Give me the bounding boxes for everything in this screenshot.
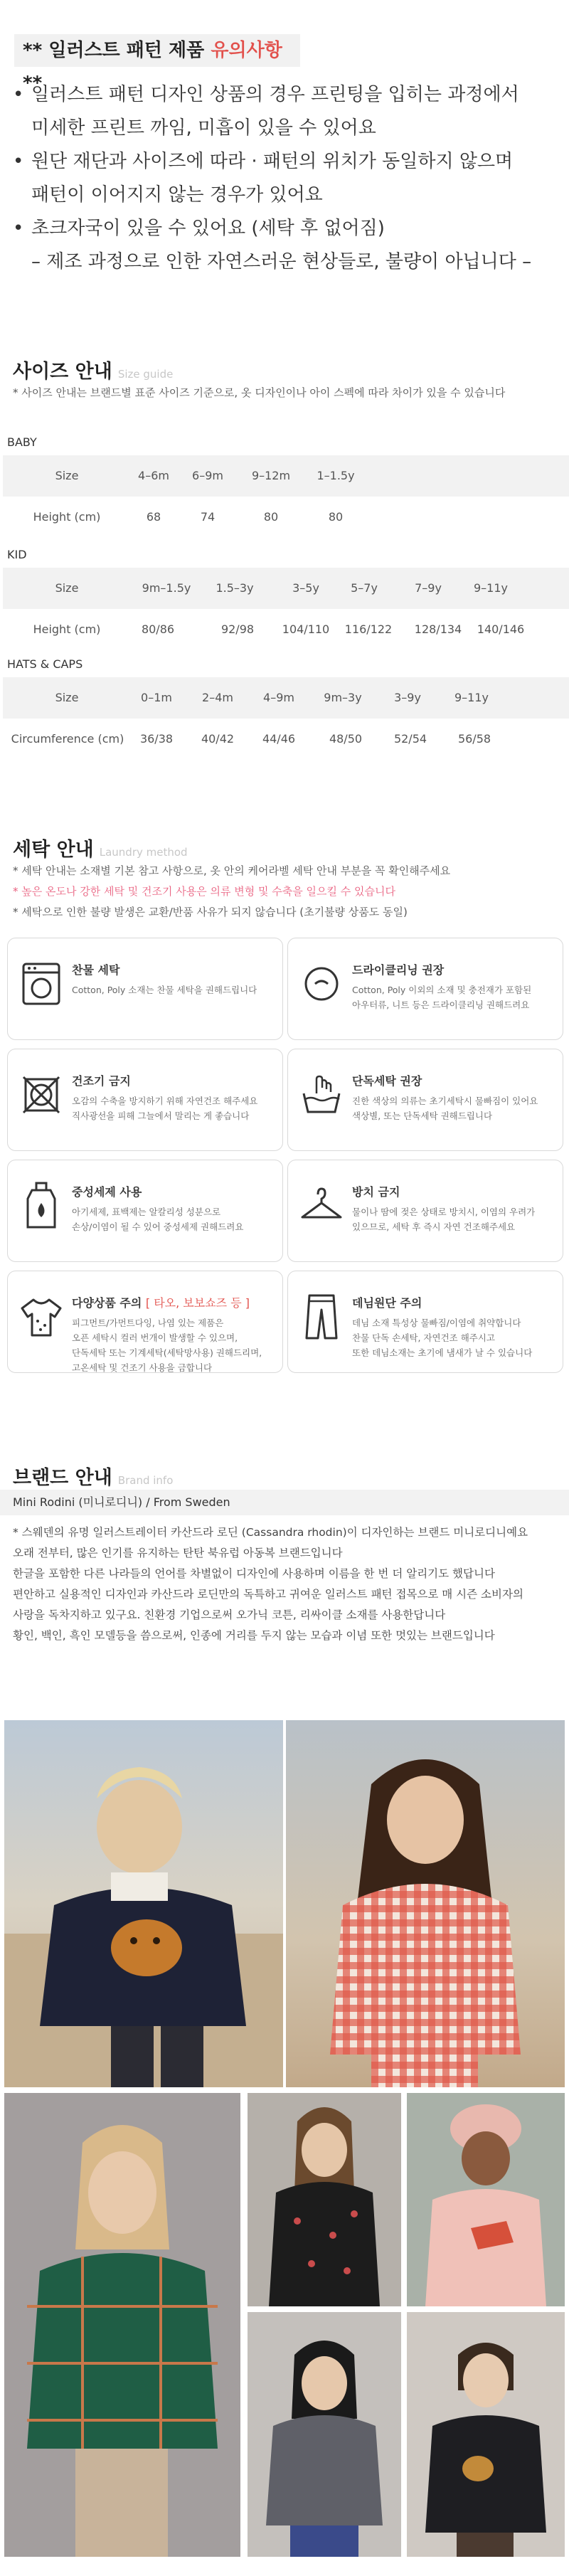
size-table-value-row	[3, 719, 569, 760]
card-title: 찬물 세탁	[72, 963, 120, 977]
card-title	[72, 1294, 250, 1310]
card-desc-line: 오픈 세탁시 컬러 번개이 발생할 수 있으며,	[72, 1332, 238, 1343]
washing-machine-icon	[19, 958, 63, 1009]
card-desc-line: 고온세탁 및 건조기 사용을 금합니다	[72, 1362, 213, 1373]
size-category-kid: KID	[7, 548, 27, 561]
size-cell: 9m–3y	[324, 691, 362, 704]
notice-item	[13, 145, 553, 179]
notice-line: 초크자국이 있을 수 있어요 (세탁 후 없어짐)	[31, 218, 385, 239]
size-category-hats: HATS & CAPS	[7, 657, 83, 671]
notice-item	[13, 78, 553, 112]
size-table-header-row	[3, 455, 569, 497]
laundry-title	[13, 834, 188, 862]
brand-line: * 스웨덴의 유명 일러스트레이터 카산드라 로딘 (Cassandra rhodin)이 디자인하는 브랜드 미니로디니예요	[13, 1526, 528, 1539]
notice-line: 원단 재단과 사이즈에 따라 · 패턴의 위치가 동일하지 않으며	[31, 151, 514, 172]
size-table-kid	[3, 568, 569, 650]
card-desc-line: 피그먼트/가먼트다잉, 나염 있는 제품은	[72, 1318, 224, 1328]
notice-line: – 제조 과정으로 인한 자연스러운 현상들로, 불량이 아닙니다 –	[31, 251, 532, 272]
card-desc-line: 있으므로, 세탁 후 즉시 자연 건조해주세요	[352, 1221, 516, 1232]
card-desc-line: 진한 색상의 의류는 초기세탁시 물빠짐이 있어요	[352, 1096, 538, 1106]
laundry-card-neutral-detergent	[7, 1160, 283, 1262]
size-cell: 9–12m	[251, 469, 291, 482]
card-desc	[72, 982, 277, 997]
card-desc	[72, 1315, 277, 1375]
laundry-note: * 세탁 안내는 소재별 기본 참고 사항으로, 옷 안의 케어라벨 세탁 안내 부분을 꼭 확인해주세요	[13, 864, 451, 877]
model-photo-image	[4, 2093, 240, 2557]
brand-line: 한글을 포함한 다른 나라들의 언어를 차별없이 디자인에 사용하며 이름을 한 번 더 알리기도 했답니다	[13, 1567, 495, 1580]
model-photo-image	[407, 2093, 565, 2306]
value-cell: 56/58	[457, 732, 491, 746]
model-photo-image	[4, 1720, 283, 2087]
size-table-header-row	[3, 677, 569, 719]
card-desc-line: 아기세제, 표백제는 알칼리성 성분으로	[72, 1207, 221, 1217]
laundry-card-cold-wash	[7, 938, 283, 1040]
laundry-card-no-leaving	[287, 1160, 563, 1262]
model-photo-black-sweatshirt	[407, 2312, 565, 2557]
size-guide-note: * 사이즈 안내는 브랜드별 표준 사이즈 기준으로, 옷 디자인이나 아이 스펙에 따라 차이가 있을 수 있습니다	[13, 386, 506, 399]
brand-line: 편안하고 실용적인 디자인과 카산드라 로딘만의 독특하고 귀여운 일러스트 패턴 접목으로 매 시즌 소비자의	[13, 1588, 523, 1601]
card-title: 건조기 금지	[72, 1074, 131, 1088]
card-title: 방치 금지	[352, 1185, 400, 1199]
laundry-note-warning: * 높은 온도나 강한 세탁 및 건조기 사용은 의류 변형 및 수축을 일으킬 수 있습니다	[13, 885, 395, 898]
hand-wash-icon	[299, 1069, 344, 1120]
tshirt-icon	[19, 1291, 63, 1342]
size-cell: 9–11y	[454, 691, 489, 704]
card-desc-line: 아우터류, 니트 등은 드라이클리닝 권해드려요	[352, 1000, 530, 1010]
brand-paragraph	[13, 1522, 560, 1646]
row-label: Height (cm)	[33, 622, 101, 636]
value-cell: 36/38	[139, 732, 174, 746]
brand-title-text: 브랜드 안내	[13, 1467, 112, 1489]
model-photo-green-puffer	[4, 2093, 240, 2557]
value-cell: 68	[146, 510, 161, 524]
card-desc	[352, 1093, 557, 1123]
size-cell: 6–9m	[192, 469, 223, 482]
notice-list	[13, 78, 553, 279]
bullet: •	[13, 84, 24, 105]
laundry-card-denim	[287, 1271, 563, 1373]
brand-subtitle-bar	[0, 1490, 569, 1515]
row-label: Height (cm)	[33, 510, 101, 524]
size-cell: 3–9y	[394, 691, 421, 704]
card-title: 단독세탁 권장	[352, 1074, 422, 1088]
card-desc-line: 데님 소재 특성상 물빠짐/이염에 취약합니다	[352, 1318, 521, 1328]
brand-title-en: Brand info	[117, 1474, 174, 1487]
value-cell: 48/50	[329, 732, 363, 746]
size-table-hats	[3, 677, 569, 760]
size-cell: 4–6m	[138, 469, 169, 482]
card-desc	[72, 1204, 277, 1234]
size-cell: 9m–1.5y	[142, 581, 191, 595]
size-table-baby	[3, 455, 569, 538]
value-cell: 128/134	[414, 622, 462, 636]
value-cell: 80	[263, 510, 279, 524]
laundry-title-en: Laundry method	[99, 846, 188, 859]
header-label: Size	[55, 691, 79, 704]
size-guide-title-en: Size guide	[117, 368, 174, 381]
size-cell: 5–7y	[351, 581, 378, 595]
card-title-text: 다양상품 주의	[72, 1296, 142, 1310]
hanger-icon	[299, 1180, 344, 1231]
header-label: Size	[55, 581, 79, 595]
model-photo-image	[248, 2312, 401, 2557]
card-desc	[352, 982, 557, 1012]
card-desc	[352, 1204, 557, 1234]
no-tumble-dry-icon	[19, 1069, 63, 1120]
card-desc-line: 직사광선을 피해 그늘에서 말리는 게 좋습니다	[72, 1111, 250, 1121]
notice-heading-suffix: **	[23, 73, 43, 94]
laundry-card-dyed-products	[7, 1271, 283, 1373]
value-cell: 80	[328, 510, 344, 524]
model-photo-pink-sweatshirt	[407, 2093, 565, 2306]
laundry-note: * 세탁으로 인한 불량 발생은 교환/반품 사유가 되지 않습니다 (초기불량 상품도 동일)	[13, 906, 408, 918]
model-photo-image	[407, 2312, 565, 2557]
value-cell: 92/98	[220, 622, 255, 636]
bullet: •	[13, 151, 24, 172]
value-cell: 40/42	[201, 732, 235, 746]
jeans-icon	[299, 1291, 344, 1342]
size-table-value-row	[3, 497, 569, 538]
card-desc-line: 물이나 땀에 젖은 상태로 방치시, 이염의 우려가	[352, 1207, 536, 1217]
card-desc	[72, 1093, 277, 1123]
size-guide-title-text: 사이즈 안내	[13, 361, 112, 383]
value-cell: 44/46	[262, 732, 296, 746]
model-photo-grey-sweatshirt	[248, 2312, 401, 2557]
brand-line: 황인, 백인, 흑인 모델등을 씀으로써, 인종에 거리를 두지 않는 모습과 이념 또한 멋있는 브랜드입니다	[13, 1629, 495, 1642]
notice-line: 일러스트 패턴 디자인 상품의 경우 프린팅을 입히는 과정에서	[31, 84, 519, 105]
size-cell: 1–1.5y	[317, 469, 355, 482]
card-desc-line: 찬물 단독 손세탁, 자연건조 해주시고	[352, 1332, 495, 1343]
value-cell: 80/86	[141, 622, 175, 636]
card-title: 중성세제 사용	[72, 1185, 142, 1199]
card-desc-line: 오감의 수축을 방지하기 위해 자연건조 해주세요	[72, 1096, 258, 1106]
card-desc-line: 또한 데님소재는 초기에 냄새가 날 수 있습니다	[352, 1347, 533, 1358]
value-cell: 52/54	[393, 732, 427, 746]
card-desc-line: 색상별, 또는 단독세탁 권해드립니다	[352, 1111, 493, 1121]
model-photo-image	[248, 2093, 401, 2306]
brand-subtitle: Mini Rodini (미니로디니) / From Sweden	[13, 1495, 230, 1509]
model-photo-image	[286, 1720, 565, 2087]
notice-line: 미세한 프린트 까임, 미흡이 있을 수 있어요	[31, 117, 376, 139]
size-cell: 9–11y	[473, 581, 508, 595]
brand-line: 사랑을 독차지하고 있구요. 친환경 기업으로써 오가닉 코튼, 리싸이클 소재를 사용한답니다	[13, 1608, 446, 1621]
notice-heading	[14, 34, 300, 94]
header-label: Size	[55, 469, 79, 482]
laundry-notes	[13, 861, 450, 923]
laundry-title-text: 세탁 안내	[13, 839, 94, 861]
size-table-header-row	[3, 568, 569, 609]
model-photo-black-floral	[248, 2093, 401, 2306]
row-label: Circumference (cm)	[11, 732, 124, 746]
notice-heading-highlight: 유의사항	[211, 40, 282, 61]
card-title-extra: [ 타오, 보보쇼즈 등 ]	[145, 1296, 250, 1310]
card-title: 데님원단 주의	[352, 1296, 422, 1310]
size-cell: 4–9m	[263, 691, 294, 704]
card-desc-line: 손상/이염이 될 수 있어 중성세제 권해드려요	[72, 1221, 244, 1232]
laundry-card-dry-clean	[287, 938, 563, 1040]
size-cell: 1.5–3y	[216, 581, 254, 595]
size-cell: 7–9y	[415, 581, 442, 595]
value-cell: 74	[200, 510, 216, 524]
card-desc	[352, 1315, 557, 1360]
brand-title	[13, 1462, 173, 1490]
value-cell: 140/146	[477, 622, 525, 636]
notice-line: 패턴이 이어지지 않는 경우가 있어요	[31, 184, 323, 206]
detergent-bottle-icon	[19, 1180, 63, 1231]
value-cell: 104/110	[282, 622, 330, 636]
card-desc-line: Cotton, Poly 소재는 찬물 세탁을 권해드립니다	[72, 985, 257, 995]
model-photo-navy-sweatshirt	[4, 1720, 283, 2087]
dry-clean-icon	[299, 958, 344, 1009]
size-category-baby: BABY	[7, 435, 37, 449]
card-desc-line: Cotton, Poly 이외의 소재 및 충전재가 포함된	[352, 985, 532, 995]
size-cell: 0–1m	[141, 691, 172, 704]
bullet: •	[13, 218, 24, 239]
laundry-card-separate-wash	[287, 1049, 563, 1151]
brand-line: 오래 전부터, 많은 인기를 유지하는 탄탄 북유럽 아동복 브랜드입니다	[13, 1547, 343, 1559]
notice-item	[13, 212, 553, 245]
card-title: 드라이클리닝 권장	[352, 963, 445, 977]
value-cell: 116/122	[344, 622, 393, 636]
model-photo-red-gingham	[286, 1720, 565, 2087]
size-cell: 3–5y	[292, 581, 319, 595]
notice-heading-text: ** 일러스트 패턴 제품	[23, 40, 205, 61]
size-guide-title	[13, 356, 173, 383]
laundry-card-no-dryer	[7, 1049, 283, 1151]
size-table-value-row	[3, 609, 569, 650]
size-cell: 2–4m	[202, 691, 233, 704]
card-desc-line: 단독세탁 또는 기계세탁(세탁망사용) 권해드리며,	[72, 1347, 262, 1358]
